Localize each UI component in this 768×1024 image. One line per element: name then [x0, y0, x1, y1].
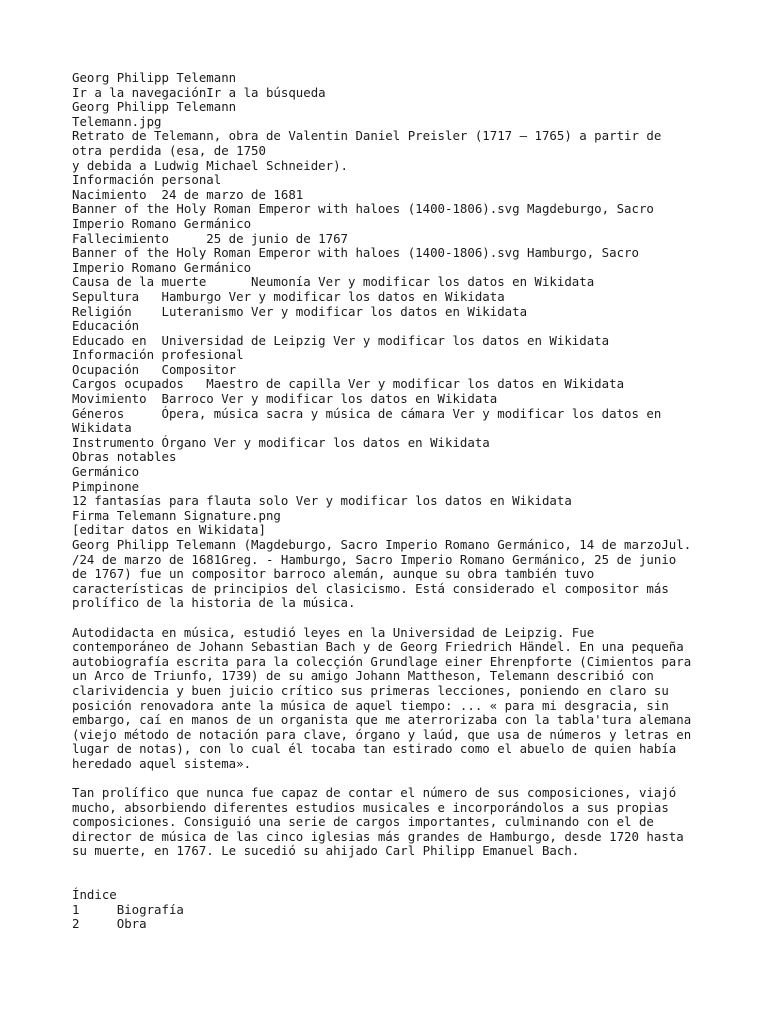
article-title: Georg Philipp Telemann — [72, 70, 237, 85]
paragraph-line: un Arco de Triunfo, 1739) de su amigo Johann Mattheson, Telemann describió con — [72, 668, 654, 684]
movement-row: Movimiento Barroco Ver y modificar los datos en Wikidata — [72, 391, 498, 407]
portrait-image-name[interactable]: Telemann.jpg — [72, 113, 162, 129]
paragraph-line: Autodidacta en música, estudió leyes en la Universidad de Leipzig. Fue — [72, 624, 595, 640]
signature-row: Firma Telemann Signature.png — [72, 507, 281, 523]
toc-heading: Índice — [72, 887, 117, 903]
intro-paragraph-line: Georg Philipp Telemann (Magdeburgo, Sacro Imperio Romano Germánico, 14 de marzoJul. — [72, 537, 692, 552]
portrait-caption-line-2: otra perdida (esa, de 1750 — [72, 142, 266, 158]
paragraph-line: su muerte, en 1767. Le sucedió su ahijado Carl Philipp Emanuel Bach. — [72, 843, 580, 859]
intro-paragraph-line: características de principios del clasicismo. Está considerado el compositor más — [72, 580, 669, 596]
portrait-caption-line-3: y debida a Ludwig Michael Schneider). — [72, 157, 349, 173]
paragraph-line: mucho, absorbiendo diferentes estudios musicales e incorporándolos a sus propias — [72, 799, 669, 815]
notable-work-item[interactable]: Pimpinone — [72, 478, 140, 494]
death-place-row: Banner of the Holy Roman Emperor with haloes (1400-1806).svg Hamburgo, Sacro — [72, 245, 639, 261]
death-row: Fallecimiento 25 de junio de 1767 — [72, 230, 349, 246]
edit-wikidata-link[interactable]: [editar datos en Wikidata] — [72, 522, 266, 538]
toc-item[interactable]: 1 Biografía — [72, 901, 184, 917]
section-gap — [72, 859, 712, 888]
birth-place-row: Banner of the Holy Roman Emperor with haloes (1400-1806).svg Magdeburgo, Sacro — [72, 201, 654, 217]
document-page — [72, 71, 712, 932]
paragraph-line: (viejo método de notación para clave, órgano y laúd, que usa de números y letras en — [72, 726, 692, 742]
religion-row: Religión Luteranismo Ver y modificar los datos en Wikidata — [72, 303, 528, 319]
paragraph-line: director de música de las cinco iglesias más grandes de Hamburgo, desde 1720 hasta — [72, 828, 684, 844]
paragraph-gap — [72, 611, 712, 626]
toc-item[interactable]: 2 Obra — [72, 916, 147, 932]
instrument-row: Instrumento Órgano Ver y modificar los datos en Wikidata — [72, 434, 490, 450]
burial-row: Sepultura Hamburgo Ver y modificar los datos en Wikidata — [72, 288, 505, 304]
personal-info-heading: Información personal — [72, 172, 222, 188]
skip-links[interactable]: Ir a la navegaciónIr a la búsqueda — [72, 84, 326, 100]
notable-work-item[interactable]: 12 fantasías para flauta solo Ver y modificar los datos en Wikidata — [72, 493, 572, 509]
intro-paragraph-line: prolífico de la historia de la música. — [72, 595, 356, 611]
birth-place-row-cont: Imperio Romano Germánico — [72, 215, 252, 231]
paragraph-line: embargo, caí en manos de un organista que me aterrorizaba con la tabla'tura alemana — [72, 712, 692, 728]
notable-works-heading: Obras notables — [72, 449, 177, 465]
positions-row: Cargos ocupados Maestro de capilla Ver y modificar los datos en Wikidata — [72, 376, 625, 392]
paragraph-line: contemporáneo de Johann Sebastian Bach y de Georg Friedrich Händel. En una pequeña — [72, 639, 684, 655]
paragraph-line: lugar de notas), con lo cual él tocaba tan estirado como el abuelo de quien había — [72, 741, 677, 757]
cause-of-death-row: Causa de la muerte Neumonía Ver y modificar los datos en Wikidata — [72, 274, 595, 290]
notable-work-item[interactable]: Germánico — [72, 464, 140, 480]
infobox-title: Georg Philipp Telemann — [72, 99, 237, 115]
paragraph-line: posición renovadora ante la música de aquel tiempo: ... « para mi desgracia, sin — [72, 697, 669, 713]
education-heading: Educación — [72, 318, 140, 334]
paragraph-line: composiciones. Consiguió una serie de cargos importantes, culminando con el de — [72, 814, 654, 830]
paragraph-line: heredado aquel sistema». — [72, 755, 252, 771]
paragraph-line: Tan prolífico que nunca fue capaz de contar el número de sus composiciones, viajó — [72, 785, 677, 801]
educated-at-row: Educado en Universidad de Leipzig Ver y modificar los datos en Wikidata — [72, 332, 610, 348]
paragraph-gap — [72, 772, 712, 787]
intro-paragraph-line: de 1767) fue un compositor barroco alemán, aunque su obra también tuvo — [72, 566, 595, 582]
death-place-row-cont: Imperio Romano Germánico — [72, 259, 252, 275]
genres-row: Géneros Ópera, música sacra y música de cámara Ver y modificar los datos en — [72, 405, 662, 421]
paragraph-line: autobiografía escrita para la colecçión Grundlage einer Ehrenpforte (Cimientos para — [72, 653, 692, 669]
paragraph-line: clarividencia y buen juicio crítico sus primeras lecciones, poniendo en claro su — [72, 682, 669, 698]
professional-info-heading: Información profesional — [72, 347, 244, 363]
birth-row: Nacimiento 24 de marzo de 1681 — [72, 186, 304, 202]
portrait-caption-line-1: Retrato de Telemann, obra de Valentin Daniel Preisler (1717 – 1765) a partir de — [72, 128, 662, 144]
occupation-row: Ocupación Compositor — [72, 361, 237, 377]
intro-paragraph-line: /24 de marzo de 1681Greg. - Hamburgo, Sacro Imperio Romano Germánico, 25 de junio — [72, 551, 677, 567]
genres-row-cont: Wikidata — [72, 420, 132, 436]
